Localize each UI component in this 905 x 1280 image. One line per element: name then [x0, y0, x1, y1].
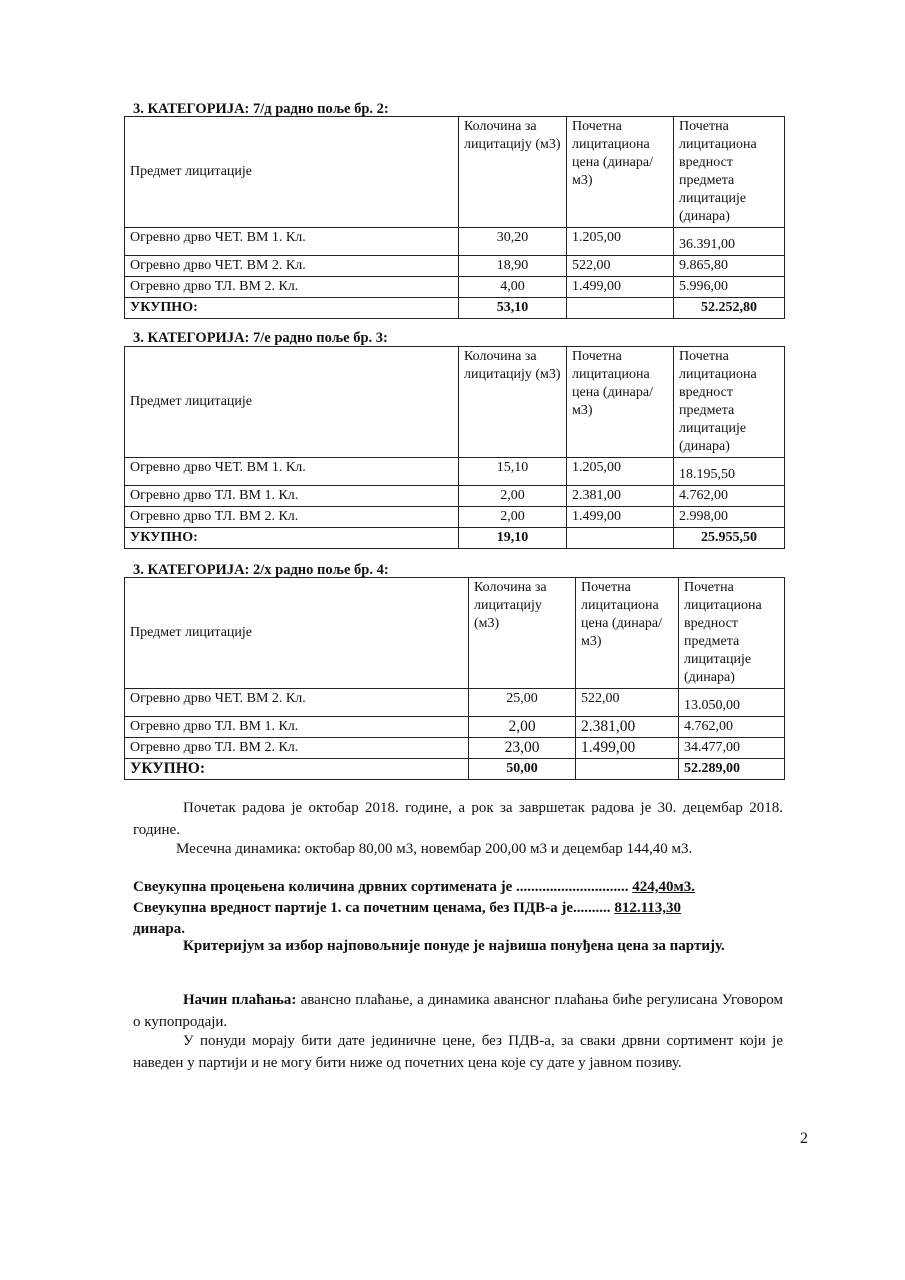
lot-table	[124, 116, 785, 319]
header-price: Почетна лицитациона цена (динара/м3)	[576, 578, 679, 689]
cell-price: 2.381,00	[576, 717, 679, 738]
monthly-dynamics-text: Месечна динамика: октобар 80,00 м3, новембар 200,00 м3 и децембар 144,40 м3.	[176, 841, 693, 857]
cell-item: Огревно дрво ТЛ. ВМ 2. Кл.	[125, 507, 459, 528]
cell-item: Огревно дрво ТЛ. ВМ 1. Кл.	[125, 717, 469, 738]
criterion-text: Критеријум за избор најповољније понуде је највиша понуђена цена за партију.	[183, 938, 725, 954]
total-value-label: Свеукупна вредност партије 1. са почетним ценама, без ПДВ-а је..........	[133, 900, 611, 916]
cell-quantity: 15,10	[459, 458, 567, 486]
table-header-row	[125, 578, 785, 689]
header-quantity: Колочина за лицитацију (м3)	[459, 117, 567, 228]
total-value: 52.289,00	[679, 759, 785, 780]
table-row	[125, 689, 785, 717]
cell-quantity: 2,00	[459, 507, 567, 528]
cell-value: 36.391,00	[674, 228, 785, 256]
payment-label: Начин плаћања:	[183, 992, 297, 1008]
total-row	[125, 528, 785, 549]
cell-item: Огревно дрво ТЛ. ВМ 2. Кл.	[125, 738, 469, 759]
table-row	[125, 738, 785, 759]
cell-item: Огревно дрво ТЛ. ВМ 2. Кл.	[125, 277, 459, 298]
cell-quantity: 2,00	[459, 486, 567, 507]
total-price-empty	[576, 759, 679, 780]
header-item: Предмет лицитације	[125, 117, 459, 228]
page-number: 2	[800, 1130, 808, 1147]
total-quantity-label: Свеукупна процењена количина дрвних сортимената је ..............................	[133, 879, 629, 895]
total-quantity-value: 424,40м3.	[632, 879, 695, 895]
total-price-empty	[567, 298, 674, 319]
cell-quantity: 2,00	[469, 717, 576, 738]
total-label: УКУПНО:	[125, 759, 469, 780]
section-heading: 3. КАТЕГОРИЈА: 2/х радно поље бр. 4:	[133, 562, 389, 578]
cell-price: 1.205,00	[567, 228, 674, 256]
offer-requirements-text: У понуди морају бити дате јединичне цене, без ПДВ-а, за сваки дрвни сортимент који је наведен у партији и не могу бити ниже од почетних цена које су дате у јавном позиву.	[133, 1033, 783, 1071]
total-value: 52.252,80	[674, 298, 785, 319]
table-row	[125, 256, 785, 277]
total-value-suffix: динара.	[133, 921, 185, 937]
table-header-row	[125, 347, 785, 458]
header-item: Предмет лицитације	[125, 578, 469, 689]
total-value-amount: 812.113,30	[614, 900, 681, 916]
total-quantity: 50,00	[469, 759, 576, 780]
cell-value: 5.996,00	[674, 277, 785, 298]
total-row	[125, 298, 785, 319]
cell-quantity: 23,00	[469, 738, 576, 759]
cell-price: 522,00	[576, 689, 679, 717]
cell-price: 1.499,00	[567, 507, 674, 528]
total-price-empty	[567, 528, 674, 549]
cell-price: 1.499,00	[567, 277, 674, 298]
header-price: Почетна лицитациона цена (динара/м3)	[567, 117, 674, 228]
section-heading: 3. КАТЕГОРИЈА: 7/д радно поље бр. 2:	[133, 101, 389, 117]
table-row	[125, 228, 785, 256]
cell-price: 1.205,00	[567, 458, 674, 486]
cell-item: Огревно дрво ЧЕТ. ВМ 2. Кл.	[125, 256, 459, 277]
cell-price: 2.381,00	[567, 486, 674, 507]
total-quantity: 19,10	[459, 528, 567, 549]
header-item: Предмет лицитације	[125, 347, 459, 458]
header-quantity: Колочина за лицитацију (м3)	[459, 347, 567, 458]
cell-value: 4.762,00	[679, 717, 785, 738]
table-row	[125, 277, 785, 298]
payment-text: авансно плаћање, а динамика авансног плаћања биће регулисана Уговором о купопродаји.	[133, 992, 783, 1030]
cell-quantity: 4,00	[459, 277, 567, 298]
table-row	[125, 458, 785, 486]
table-row	[125, 507, 785, 528]
cell-item: Огревно дрво ЧЕТ. ВМ 2. Кл.	[125, 689, 469, 717]
total-value: 25.955,50	[674, 528, 785, 549]
cell-price: 522,00	[567, 256, 674, 277]
cell-value: 2.998,00	[674, 507, 785, 528]
total-label: УКУПНО:	[125, 298, 459, 319]
cell-value: 9.865,80	[674, 256, 785, 277]
cell-item: Огревно дрво ЧЕТ. ВМ 1. Кл.	[125, 228, 459, 256]
cell-quantity: 25,00	[469, 689, 576, 717]
table-row	[125, 717, 785, 738]
cell-value: 18.195,50	[674, 458, 785, 486]
cell-item: Огревно дрво ТЛ. ВМ 1. Кл.	[125, 486, 459, 507]
cell-quantity: 30,20	[459, 228, 567, 256]
header-value: Почетна лицитациона вредност предмета лицитације (динара)	[674, 347, 785, 458]
total-label: УКУПНО:	[125, 528, 459, 549]
cell-price: 1.499,00	[576, 738, 679, 759]
cell-value: 4.762,00	[674, 486, 785, 507]
total-quantity-line	[133, 876, 793, 898]
cell-item: Огревно дрво ЧЕТ. ВМ 1. Кл.	[125, 458, 459, 486]
cell-value: 34.477,00	[679, 738, 785, 759]
total-value-line	[133, 897, 793, 919]
table-header-row	[125, 117, 785, 228]
header-value: Почетна лицитациона вредност предмета лицитације (динара)	[679, 578, 785, 689]
header-price: Почетна лицитациона цена (динара/м3)	[567, 347, 674, 458]
total-quantity: 53,10	[459, 298, 567, 319]
lot-table	[124, 577, 785, 780]
header-value: Почетна лицитациона вредност предмета лицитације (динара)	[674, 117, 785, 228]
cell-quantity: 18,90	[459, 256, 567, 277]
total-row	[125, 759, 785, 780]
works-schedule-text: Почетак радова је октобар 2018. године, а рок за завршетак радова је 30. децембар 2018. године.	[133, 800, 783, 838]
cell-value: 13.050,00	[679, 689, 785, 717]
payment-paragraph	[133, 989, 783, 1033]
table-row	[125, 486, 785, 507]
header-quantity: Колочина за лицитацију (м3)	[469, 578, 576, 689]
section-heading: 3. КАТЕГОРИЈА: 7/е радно поље бр. 3:	[133, 330, 388, 346]
lot-table	[124, 346, 785, 549]
